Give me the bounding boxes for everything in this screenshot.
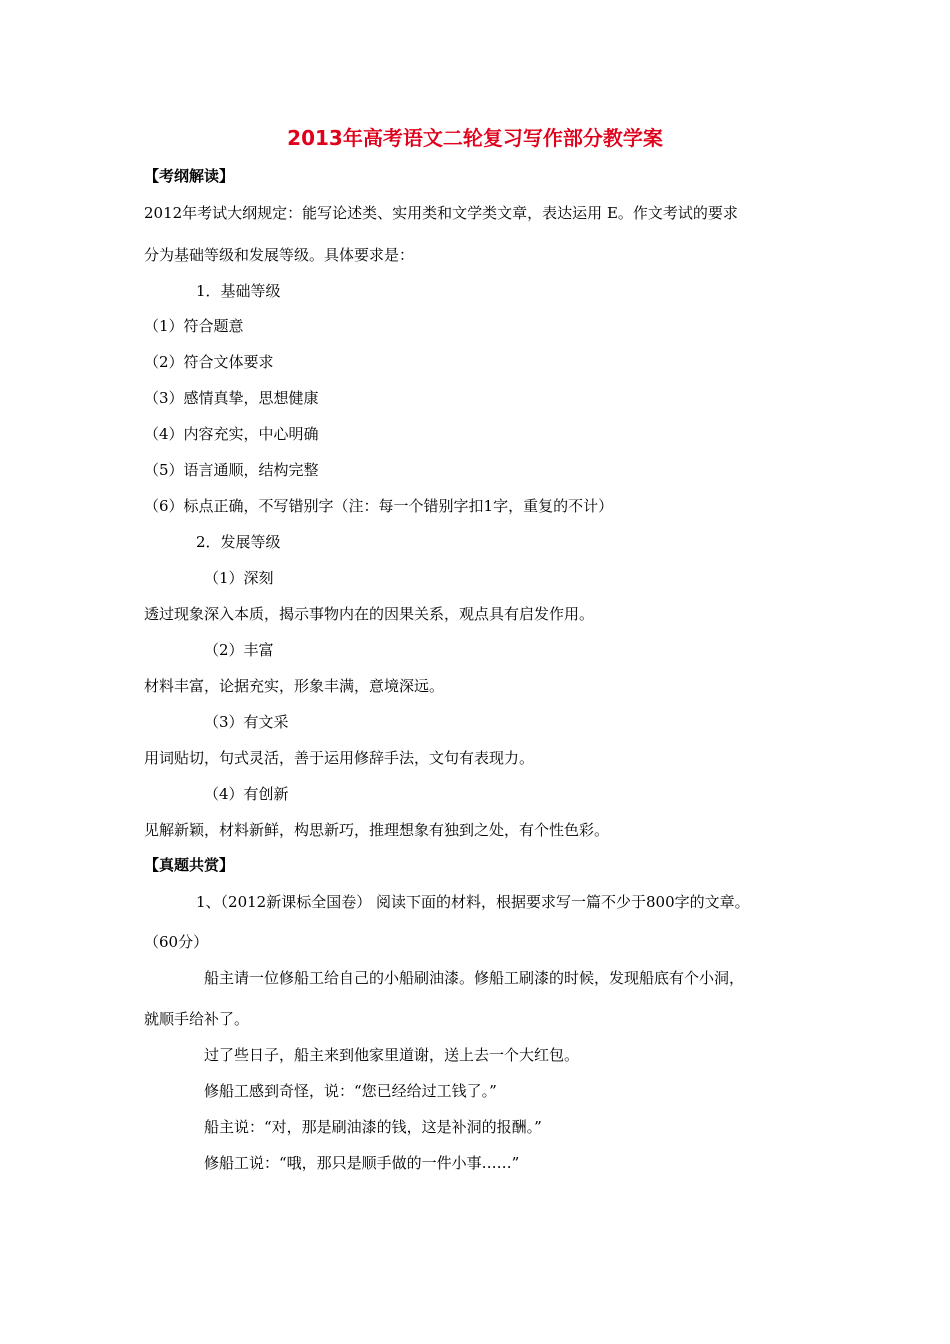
basic-item: （2）符合文体要求 — [144, 353, 274, 371]
basic-item: （6）标点正确，不写错别字（注：每一个错别字扣1字，重复的不计） — [144, 497, 614, 515]
dev-item-label: （4）有创新 — [204, 785, 289, 803]
section-heading-exam: 【真题共赏】 — [144, 856, 235, 874]
dev-item-text: 见解新颖，材料新鲜，构思新巧，推理想象有独到之处，有个性色彩。 — [144, 821, 610, 839]
basic-item: （3）感情真挚，思想健康 — [144, 389, 319, 407]
story-line: 过了些日子，船主来到他家里道谢，送上去一个大红包。 — [204, 1046, 580, 1064]
basic-item: （5）语言通顺，结构完整 — [144, 461, 319, 479]
basic-level-heading: 1．基础等级 — [196, 282, 281, 300]
dev-item-text: 用词贴切，句式灵活，善于运用修辞手法，文句有表现力。 — [144, 749, 535, 767]
dev-item-label: （2）丰富 — [204, 641, 274, 659]
dev-item-label: （1）深刻 — [204, 569, 274, 587]
exam-question-line-1: 1、（2012新课标全国卷） 阅读下面的材料，根据要求写一篇不少于800字的文章。 — [196, 893, 750, 911]
story-line: 修船工感到奇怪，说：“您已经给过工钱了。” — [204, 1082, 497, 1100]
dev-item-label: （3）有文采 — [204, 713, 289, 731]
dev-level-heading: 2．发展等级 — [196, 533, 281, 551]
outline-intro-line-1: 2012年考试大纲规定：能写论述类、实用类和文学类文章，表达运用 E。作文考试的要求 — [144, 204, 738, 222]
basic-item: （4）内容充实，中心明确 — [144, 425, 319, 443]
dev-item-text: 材料丰富，论据充实，形象丰满，意境深远。 — [144, 677, 445, 695]
section-heading-outline: 【考纲解读】 — [144, 167, 235, 185]
dev-item-text: 透过现象深入本质，揭示事物内在的因果关系，观点具有启发作用。 — [144, 605, 595, 623]
exam-question-line-2: （60分） — [144, 933, 209, 951]
document-title: 2013年高考语文二轮复习写作部分教学案 — [287, 126, 663, 150]
story-line: 船主请一位修船工给自己的小船刷油漆。修船工刷漆的时候，发现船底有个小洞， — [204, 969, 745, 987]
basic-item: （1）符合题意 — [144, 317, 244, 335]
outline-intro-line-2: 分为基础等级和发展等级。具体要求是： — [144, 246, 415, 264]
story-line: 船主说：“对，那是刷油漆的钱，这是补洞的报酬。” — [204, 1118, 542, 1136]
story-line: 就顺手给补了。 — [144, 1010, 250, 1028]
story-line: 修船工说：“哦，那只是顺手做的一件小事……” — [204, 1154, 520, 1172]
